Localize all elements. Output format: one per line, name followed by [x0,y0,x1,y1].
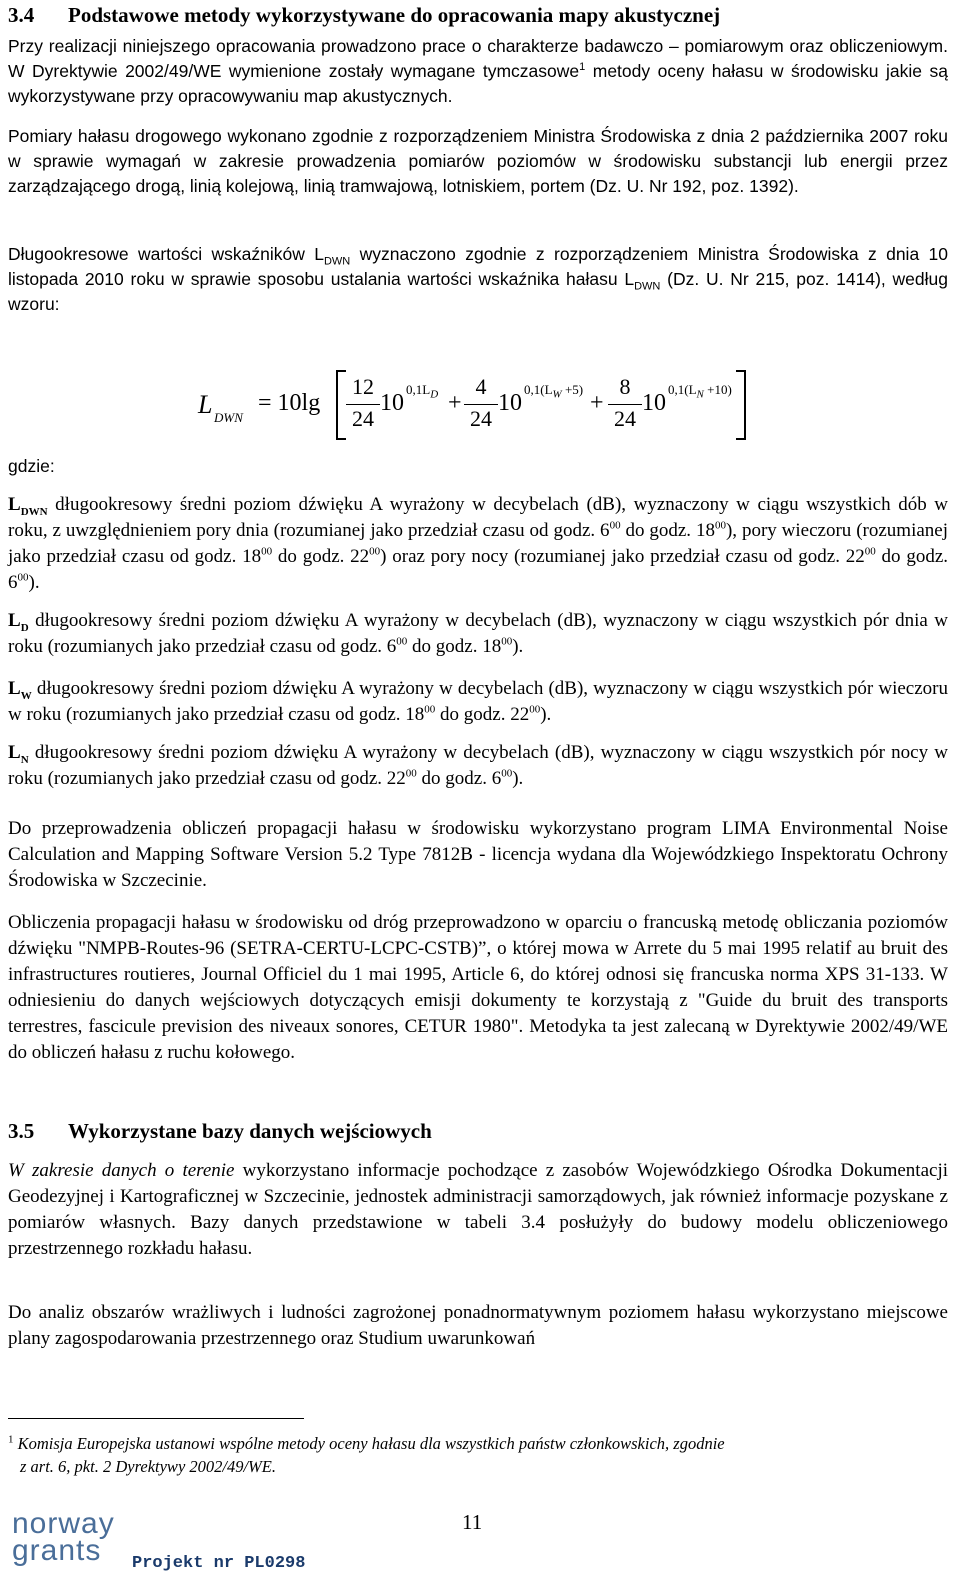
paragraph-nmpb: Obliczenia propagacji hałasu w środowisku od dróg przeprowadzono w oparciu o francuską metodę obliczania poziomów dźwięku "NMPB-Routes-96 (SETRA-CERTU-LCPC-CSTB)”, o której mowa w Arrete du 5 mai 1995 relatif au bruit des infrastructures routieres, Journal Officiel du 1 mai 1995, Article 6, do której odnosi się francuska norma XPS 31-133. W odniesieniu do danych wejściowych dotyczących emisji dokumenty te korzystają z "Guide du bruit des transports terrestres, fascicule prevision des niveaux sonores, CETUR 1980". Metodyka ta jest zalecaną w Dyrektywie 2002/49/WE do obliczeń hałasu z ruchu kołowego. [8,912,948,1063]
section-heading-3-5: 3.5 Wykorzystane bazy danych wejściowych [8,1119,432,1143]
paragraph-ldwn: Długookresowe wartości wskaźników $L_{DWN}$ wyznaczono zgodnie z rozporządzeniem Ministra Środowiska z dnia 10 listopada 2010 roku w sprawie sposobu ustalania wartości wskaźnika hałasu $L_{DWN}$ (Dz. U. Nr 215, poz. 1414), według wzoru: [8,244,948,314]
ldwn-formula: L DWN = 10lg 12 24 10 $0,1L_D$ + 4 24 10 $0,1(L_W +5)$ + 8 24 10 $0,1(L_N +10)$ [198,368,798,448]
gdzie-label: gdzie: [8,456,55,476]
definition-ld: $L_D$ długookresowy średni poziom dźwięku A wyrażony w decybelach (dB), wyznaczony w ciągu wszystkich pór dnia w roku (rozumianych jako przedział czasu od godz. $6^{00}$ do godz. $18^{00}$). [8,610,948,657]
paragraph-sensitive-areas: Do analiz obszarów wrażliwych i ludności zagrożonej ponadnormatywnym poziomem hałasu wykorzystano miejscowe plany zagospodarowania przestrzennego oraz Studium uwarunkowań [8,1302,948,1349]
definition-ldwn: $L_{DWN}$ długookresowy średni poziom dźwięku A wyrażony w decybelach (dB), wyznaczony w ciągu wszystkich dób w roku, z uwzględnieniem pory dnia (rozumianej jako przedział czasu od godz. $6^{00}$ do godz. $18^{00}$), pory wieczoru (rozumianej jako przedział czasu od godz. $18^{00}$ do godz. $22^{00}$) oraz pory nocy (rozumianej jako przedział czasu od godz. $22^{00}$ do godz. $6^{00}$). [8,494,949,593]
footnote: $^1$ Komisja Europejska ustanowi wspólne metody oceny hałasu dla wszystkich państw członkowskich, zgodnie z art. 6, pkt. 2 Dyrektywy 2002/49/WE. [8,1433,725,1476]
definition-ln: $L_N$ długookresowy średni poziom dźwięku A wyrażony w decybelach (dB), wyznaczony w ciągu wszystkich pór nocy w roku (rozumianych jako przedział czasu od godz. $22^{00}$ do godz. $6^{00}$). [8,742,948,789]
footnote-separator [8,1418,304,1419]
footnote-ref[interactable]: 1 [579,61,586,74]
definition-lw: $L_W$ długookresowy średni poziom dźwięku A wyrażony w decybelach (dB), wyznaczony w ciągu wszystkich pór wieczoru w roku (rozumianych jako przedział czasu od godz. $18^{00}$ do godz. $22^{00}$). [8,678,948,725]
page-number: 11 [462,1510,483,1534]
paragraph-road-measurements: Pomiary hałasu drogowego wykonano zgodnie z rozporządzeniem Ministra Środowiska z dnia 2 października 2007 roku w sprawie wymagań w zakresie prowadzenia pomiarów poziomów w środowisku substancji lub energii przez zarządzającego drogą, linią kolejową, linią tramwajową, lotniskiem, portem (Dz. U. Nr 192, poz. 1392). [8,126,948,196]
paragraph-intro: Przy realizacji niniejszego opracowania prowadzono prace o charakterze badawczo – pomiarowym oraz obliczeniowym. W Dyrektywie 2002/49/WE wymienione zostały wymagane tymczasowe$^1$ metody oceny hałasu w środowisku jakie są wykorzystywane przy opracowywaniu map akustycznych. [8,36,948,106]
paragraph-lima: Do przeprowadzenia obliczeń propagacji hałasu w środowisku wykorzystano program LIMA Environmental Noise Calculation and Mapping Software Version 5.2 Type 7812B - licencja wydana dla Wojewódzkiego Inspektoratu Ochrony Środowiska w Szczecinie. [8,818,948,891]
project-number: Projekt nr PL0298 [132,1554,306,1573]
norway-grants-logo: norway grants Projekt nr PL0298 [12,1507,306,1573]
section-heading-3-4: 3.4 Podstawowe metody wykorzystywane do opracowania mapy akustycznej [8,3,721,27]
paragraph-terrain-data: W zakresie danych o terenie wykorzystano informacje pochodzące z zasobów Wojewódzkiego Ośrodka Dokumentacji Geodezyjnej i Kartograficznej w Szczecinie, jednostek administracji samorządowych, jak również informacje pozyskane z pomiarów własnych. Bazy danych przedstawione w tabeli 3.4 posłużyły do budowy modelu obliczeniowego przestrzennego rozkładu hałasu. [8,1160,949,1259]
